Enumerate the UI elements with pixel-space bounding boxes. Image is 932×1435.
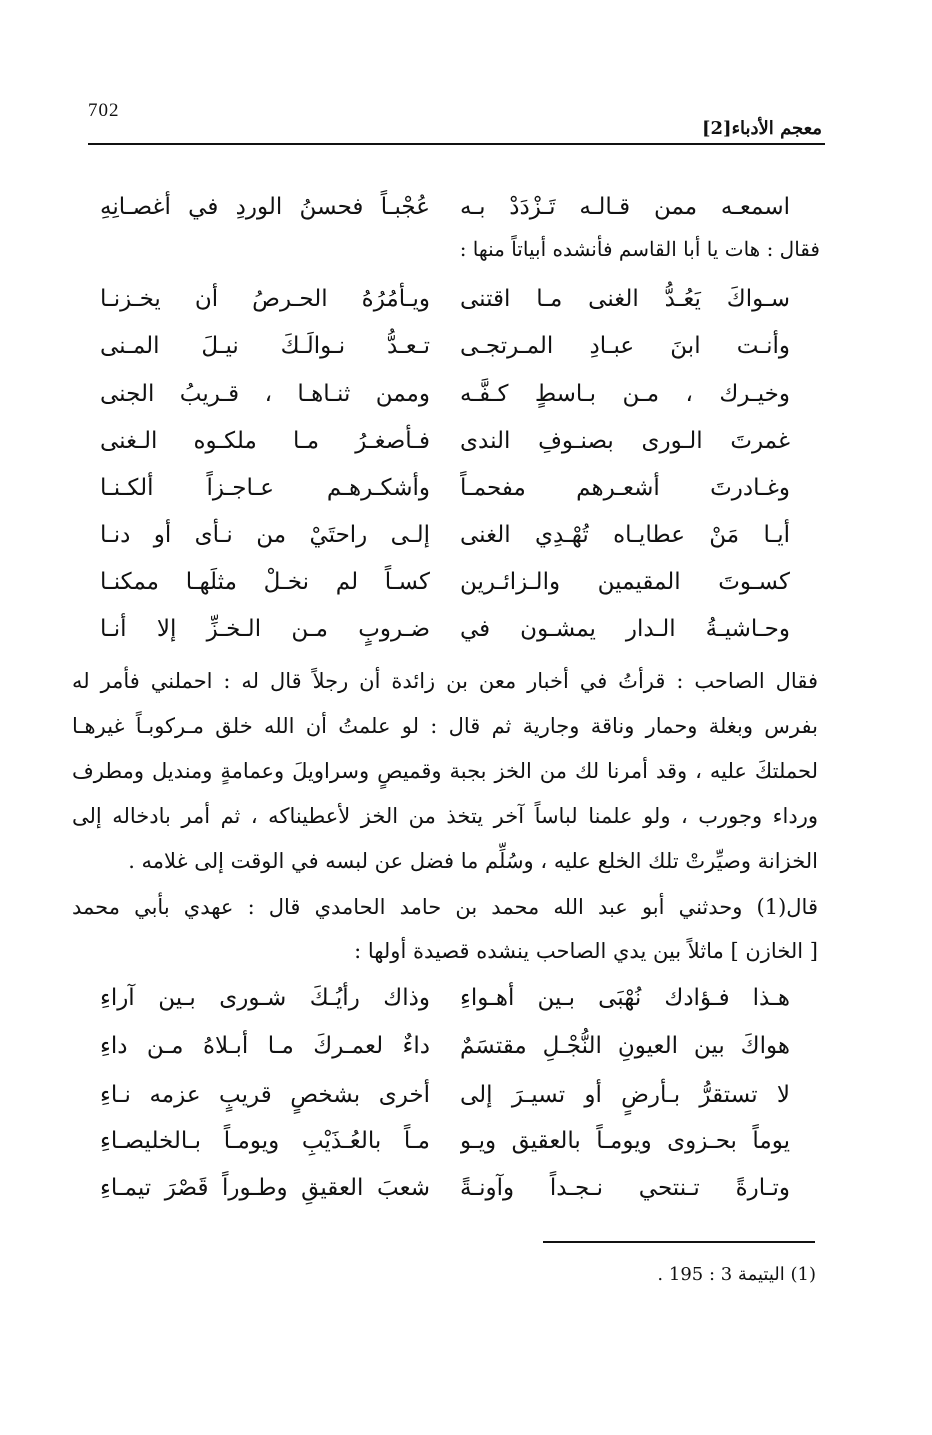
verse-second-hemistich: عُجْبـاً فحسنُ الوردِ في أغصـانِهِ xyxy=(100,194,430,220)
verse-second-hemistich: تـعـدُّ نـوالَـكَ نيـلَ المـنى xyxy=(100,333,430,359)
verse-first-hemistich: وتـارةً تـنتحي نـجـداً وآونـةً xyxy=(460,1175,790,1201)
verse-line xyxy=(100,464,790,512)
footnote: (1) اليتيمة 3 : 195 . xyxy=(657,1264,816,1285)
verse-second-hemistich: ضـروبٍ مـن الـخـزِّ إلا أنـا xyxy=(100,616,430,642)
verse-first-hemistich: اسمعـه ممن قـالـه تَـزْدَدْ بـه xyxy=(460,194,790,220)
verse-line xyxy=(100,974,790,1022)
verse-line xyxy=(100,322,790,370)
prose-line: لحملتكَ عليه ، وقد أمرنا لك من الخز بجبة وقميصٍ وسراويلَ وعمامةٍ ومنديل ومطرف xyxy=(72,759,818,783)
verse-first-hemistich: وغـادرتَ أشعـرهم مفحمـاً xyxy=(460,475,790,501)
verse-second-hemistich: وممن ثنـاهـا ، قـريبُ الجنى xyxy=(100,381,430,407)
verse-first-hemistich: سـواكَ يَعُـدُّ الغنى مـا اقتنى xyxy=(460,286,790,312)
footnote-rule xyxy=(543,1241,815,1243)
verse-second-hemistich: ويـأمُرُهُ الحـرصُ أن يخـزنـا xyxy=(100,286,430,312)
verse-line xyxy=(100,275,790,323)
prose-line: بفرس وبغلة وحمار وناقة وجارية ثم قال : لو علمتُ أن الله خلق مـركوبـاً غيرهـا xyxy=(72,714,818,738)
verse-first-hemistich: وحـاشيـةُ الـدار يمشـون في xyxy=(460,616,790,642)
verse-second-hemistich: داءٌ لعمـركَ مـا أبـلاهُ مـن داءِ xyxy=(100,1033,430,1059)
page-number: 702 xyxy=(88,100,120,121)
running-title: معجم الأدباء[2] xyxy=(701,118,822,139)
verse-second-hemistich: شعبَ العقيقِ وطـوراً قَصْرَ تيمـاءِ xyxy=(100,1175,430,1201)
verse-first-hemistich: هواكَ بين العيونِ النُّجْـلِ مقتسَمٌ xyxy=(460,1033,790,1059)
verse-second-hemistich: كسـاً لم نخـلْ مثلَهـا ممكنـا xyxy=(100,569,430,595)
prose-line: ورداء وجورب ، ولو علمنا لباساً آخر يتخذ من الخز لأعطيناكه ، ثم أمر بادخاله إلى xyxy=(72,804,818,828)
verse-second-hemistich: وذاك رأيُـكَ شـورى بـين آراءِ xyxy=(100,985,430,1011)
verse-first-hemistich: غمرتَ الـورى بصنـوفِ الندى xyxy=(460,428,790,454)
verse-second-hemistich: مـاً بالعُـذَيْبِ ويومـاً بـالخليصـاءِ xyxy=(100,1128,430,1154)
verse-second-hemistich: وأشكـرهـم عـاجـزاً ألكـنـا xyxy=(100,475,430,501)
prose-line: [ الخازن ] ماثلاً بين يدي الصاحب ينشده قصيدة أولها : xyxy=(354,939,818,963)
verse-line xyxy=(100,183,790,231)
verse-first-hemistich: وأنـت ابنَ عبـادِ المـرتجـى xyxy=(460,333,790,359)
verse-line xyxy=(100,1117,790,1165)
verse-line xyxy=(100,1071,790,1119)
verse-first-hemistich: كسـوتَ المقيمين والـزائـرين xyxy=(460,569,790,595)
verse-second-hemistich: أخرى بشخصٍ قريبٍ عزمه نـاءِ xyxy=(100,1082,430,1108)
verse-first-hemistich: أيـا مَنْ عطايـاه تُهْـدِي الغنى xyxy=(460,522,790,548)
verse-line xyxy=(100,605,790,653)
verse-second-hemistich: إلـى راحتَيْ من نـأى أو دنـا xyxy=(100,522,430,548)
prose-line: الخزانة وصيِّرتْ تلك الخلع عليه ، وسُلِّم ما فضل عن لبسه في الوقت إلى غلامه . xyxy=(128,849,818,873)
verse-line xyxy=(100,370,790,418)
verse-line xyxy=(100,1022,790,1070)
verse-line xyxy=(100,1164,790,1212)
verse-line xyxy=(100,417,790,465)
prose-line: فقال الصاحب : قرأتُ في أخبار معن بن زائدة أن رجلاً قال له : احملني فأمر له xyxy=(72,669,818,693)
verse-first-hemistich: يوماً بحـزوى ويومـاً بالعقيق ويـو xyxy=(460,1128,790,1154)
verse-second-hemistich: فـأصغـرُ مـا ملكـوه الـغنى xyxy=(100,428,430,454)
prose-line: قال(1) وحدثني أبو عبد الله محمد بن حامد الحامدي قال : عهدي بأبي محمد xyxy=(72,895,818,919)
verse-first-hemistich: لا تستقرُّ بـأرضٍ أو تسيـرَ إلى xyxy=(460,1082,790,1108)
verse-first-hemistich: هـذا فـؤادك نُهْبَى بـين أهـواءِ xyxy=(460,985,790,1011)
header-rule xyxy=(88,143,825,145)
verse-line xyxy=(100,511,790,559)
intro-line: فقال : هات يا أبا القاسم فأنشده أبياتاً منها : xyxy=(459,237,820,261)
verse-first-hemistich: وخيـرك ، مـن بـاسطٍ كـفَّـه xyxy=(460,381,790,407)
verse-line xyxy=(100,558,790,606)
